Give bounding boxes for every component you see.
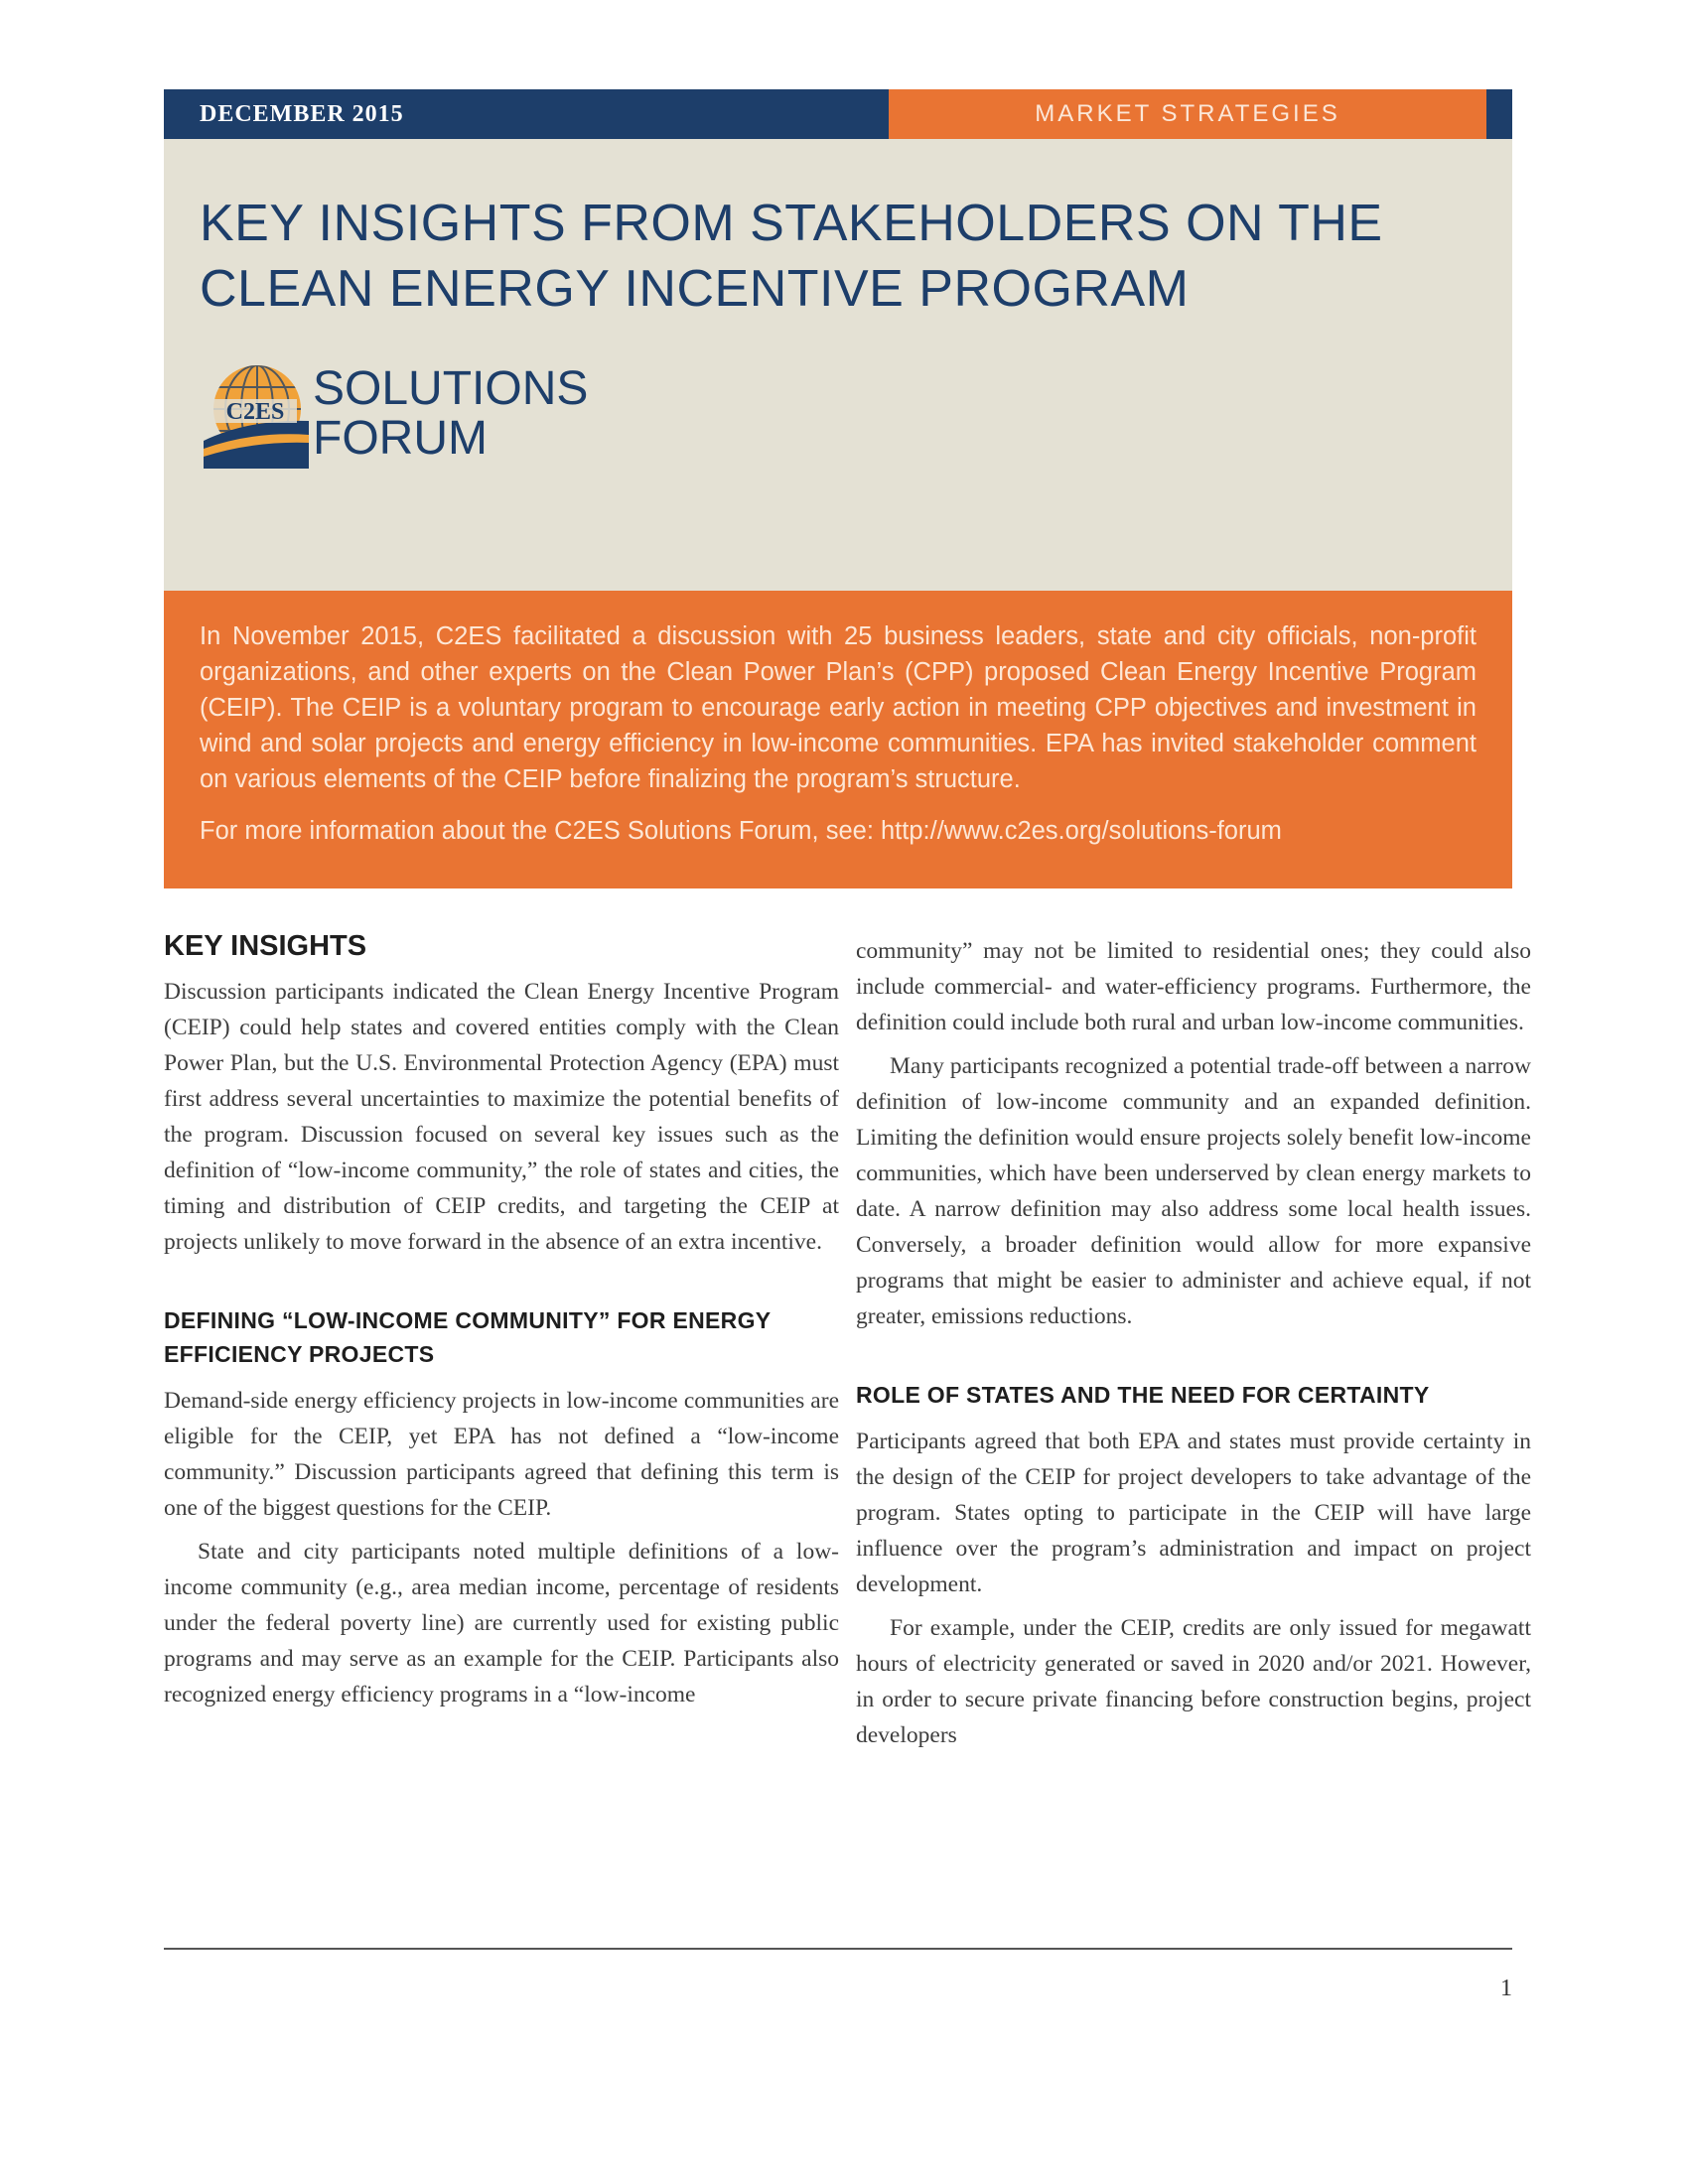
intro-paragraph: In November 2015, C2ES facilitated a discussion with 25 business leaders, state and city officials, non-profit organizations, and other experts on the Clean Power Plan’s (CPP) proposed Clean Energy Incentive Program (CEIP). The CEIP is a voluntary program to encourage early action in meeting CPP objectives and investment in wind and solar projects and energy efficiency in low-income communities. EPA has invited stakeholder comment on various elements of the CEIP before finalizing the program’s structure. bbox=[200, 622, 1477, 793]
key-insights-paragraph: Discussion participants indicated the Clean Energy Incentive Program (CEIP) could help states and covered entities comply with the Clean Power Plan, but the U.S. Environmental Protection Agency (EPA) must first address several uncertainties to maximize the potential benefits of the program. Discussion focused on several key issues such as the definition of “low-income community,” the role of states and cities, the timing and distribution of CEIP credits, and targeting the CEIP at projects unlikely to move forward in the absence of an extra incentive. bbox=[164, 979, 839, 1255]
header-accent-block bbox=[1486, 89, 1512, 139]
right-column bbox=[856, 933, 1531, 1753]
role-of-states-paragraph-1: Participants agreed that both EPA and states must provide certainty in the design of the CEIP for project developers to take advantage of the program. States opting to participate in the CEIP will have large influence over the program’s administration and impact on project development. bbox=[856, 1429, 1531, 1597]
role-of-states-heading: ROLE OF STATES AND THE NEED FOR CERTAINTY bbox=[856, 1382, 1430, 1408]
key-insights-heading: KEY INSIGHTS bbox=[164, 930, 367, 962]
logo-wordmark bbox=[313, 364, 588, 464]
title-banner bbox=[164, 139, 1512, 591]
c2es-globe-logo-icon bbox=[200, 359, 309, 469]
trade-off-paragraph: Many participants recognized a potential trade-off between a narrow definition of low-income community and an expanded definition. Limiting the definition would ensure projects solely benefit low-income communities, which have been underserved by clean energy markets to date. A narrow definition may also address some local health issues. Conversely, a broader definition would allow for more expansive programs that might be easier to administer and achieve equal, if not greater, emissions reductions. bbox=[856, 1053, 1531, 1329]
logo-line-2: FORUM bbox=[313, 412, 488, 465]
logo-line-1: SOLUTIONS bbox=[313, 362, 589, 415]
left-column bbox=[164, 928, 839, 1712]
logo-mark-text: C2ES bbox=[225, 399, 285, 425]
defining-paragraph-1: Demand-side energy efficiency projects in low-income communities are eligible for the CEIP, yet EPA has not defined a “low-income community.” Discussion participants agreed that defining this term is one of the biggest questions for the CEIP. bbox=[164, 1388, 839, 1521]
header-bar bbox=[164, 89, 1512, 139]
title-line-2: CLEAN ENERGY INCENTIVE PROGRAM bbox=[200, 260, 1190, 318]
title-line-1: KEY INSIGHTS FROM STAKEHOLDERS ON THE bbox=[200, 195, 1383, 252]
document-title bbox=[200, 191, 1490, 322]
footer-divider bbox=[164, 1948, 1512, 1950]
page-number: 1 bbox=[1500, 1976, 1512, 2001]
role-of-states-paragraph-2: For example, under the CEIP, credits are only issued for megawatt hours of electricity generated or saved in 2020 and/or 2021. However, in order to secure private financing before construction begins, project developers bbox=[856, 1615, 1531, 1748]
intro-summary-box bbox=[164, 591, 1512, 888]
defining-paragraph-2: State and city participants noted multiple definitions of a low-income community (e.g., area median income, percentage of residents under the federal poverty line) are currently used for existing public programs and may serve as an example for the CEIP. Participants also recognized energy efficiency programs in a “low-income bbox=[164, 1539, 839, 1707]
issue-date: DECEMBER 2015 bbox=[164, 89, 889, 139]
continued-paragraph: community” may not be limited to residential ones; they could also include commercial- and water-efficiency programs. Furthermore, the definition could include both rural and urban low-income communities. bbox=[856, 938, 1531, 1035]
more-info-link-text: For more information about the C2ES Solutions Forum, see: http://www.c2es.org/solutions-forum bbox=[200, 817, 1282, 845]
solutions-forum-logo bbox=[200, 359, 588, 469]
section-label: MARKET STRATEGIES bbox=[889, 89, 1486, 139]
defining-low-income-heading: DEFINING “LOW-INCOME COMMUNITY” FOR ENERGY EFFICIENCY PROJECTS bbox=[164, 1307, 771, 1367]
